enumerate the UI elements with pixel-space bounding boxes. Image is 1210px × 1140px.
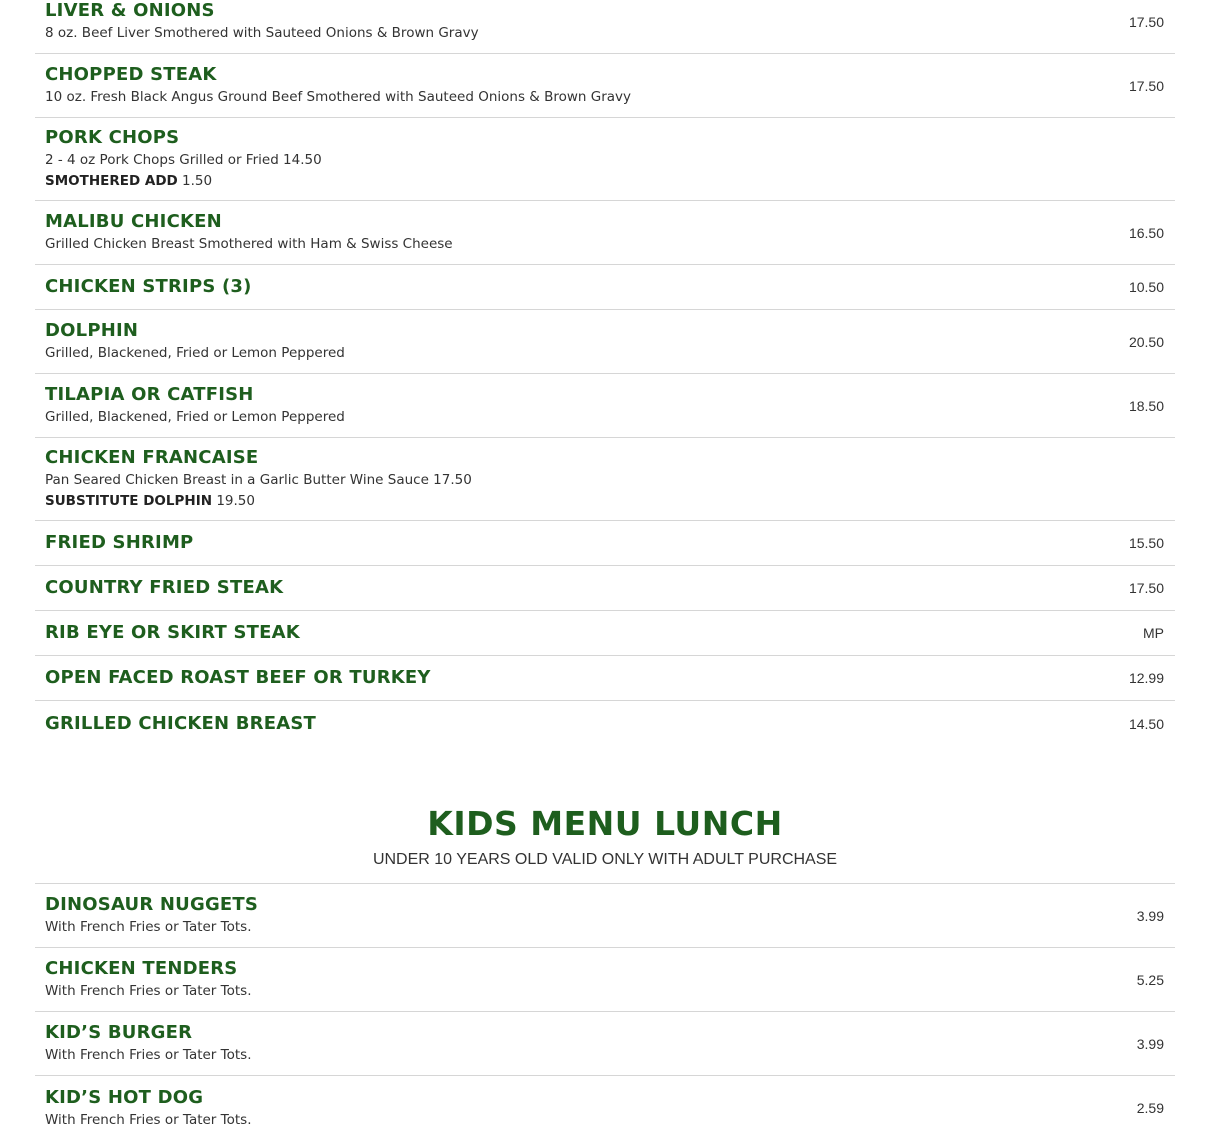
item-price: 5.25 (1136, 971, 1164, 988)
item-name: LIVER & ONIONS (45, 0, 215, 21)
item-name: CHICKEN STRIPS (3) (45, 276, 252, 297)
item-addon (45, 171, 322, 191)
menu-item-dolphin (35, 310, 1175, 374)
item-name: CHOPPED STEAK (45, 64, 217, 85)
item-price: 17.50 (1128, 77, 1164, 94)
item-price: 18.50 (1128, 397, 1164, 414)
item-name: DOLPHIN (45, 320, 139, 341)
kids-menu-subtitle: UNDER 10 YEARS OLD VALID ONLY WITH ADULT PURCHASE (372, 851, 838, 868)
addon-price: 1.50 (182, 173, 213, 189)
item-price: 3.99 (1136, 907, 1164, 924)
item-description: 8 oz. Beef Liver Smothered with Sauteed Onions & Brown Gravy (45, 25, 479, 41)
main-menu-list (35, 0, 1175, 746)
menu-item-open-faced (35, 656, 1175, 701)
item-name: GRILLED CHICKEN BREAST (45, 712, 316, 734)
item-name: MALIBU CHICKEN (45, 211, 222, 232)
kids-item-dinosaur-nuggets (35, 884, 1175, 948)
item-addon (45, 491, 472, 511)
menu-item-liver-onions (35, 0, 1175, 54)
item-name: KID’S HOT DOG (45, 1086, 204, 1108)
item-price: 10.50 (1128, 279, 1164, 295)
item-price: 14.50 (1128, 715, 1164, 732)
item-name: CHICKEN FRANCAISE (45, 447, 259, 468)
menu-item-pork-chops (35, 118, 1175, 201)
kids-item-burger (35, 1012, 1175, 1076)
item-description: With French Fries or Tater Tots. (45, 1047, 252, 1063)
kids-item-hot-dog (35, 1076, 1175, 1140)
item-name: PORK CHOPS (45, 127, 180, 148)
item-price: 15.50 (1128, 535, 1164, 551)
item-name: TILAPIA OR CATFISH (45, 384, 254, 405)
item-price: 12.99 (1128, 670, 1164, 686)
addon-price: 19.50 (216, 493, 255, 509)
item-name: KID’S BURGER (45, 1022, 193, 1043)
item-description: Grilled, Blackened, Fried or Lemon Peppered (45, 409, 345, 425)
item-description: 10 oz. Fresh Black Angus Ground Beef Smothered with Sauteed Onions & Brown Gravy (45, 89, 632, 105)
item-price: 3.99 (1136, 1035, 1164, 1052)
item-description: With French Fries or Tater Tots. (45, 983, 252, 999)
menu-item-country-fried-steak (35, 566, 1175, 611)
item-price: 17.50 (1128, 580, 1164, 596)
item-name: FRIED SHRIMP (45, 532, 194, 553)
item-price: 16.50 (1128, 224, 1164, 241)
item-description: 2 - 4 oz Pork Chops Grilled or Fried 14.50 (45, 152, 322, 168)
item-price: 17.50 (1128, 13, 1164, 30)
menu-item-rib-eye (35, 611, 1175, 656)
item-description: Grilled, Blackened, Fried or Lemon Peppered (45, 345, 345, 361)
item-name: COUNTRY FRIED STEAK (45, 577, 284, 598)
kids-item-chicken-tenders (35, 948, 1175, 1012)
menu-item-tilapia-catfish (35, 374, 1175, 438)
item-price: MP (1143, 625, 1164, 641)
item-name: DINOSAUR NUGGETS (45, 894, 259, 915)
item-description: Pan Seared Chicken Breast in a Garlic Butter Wine Sauce 17.50 (45, 472, 472, 488)
kids-menu-list (35, 883, 1175, 1140)
menu-item-chopped-steak (35, 54, 1175, 118)
menu-item-chicken-francaise (35, 438, 1175, 521)
menu-item-fried-shrimp (35, 521, 1175, 566)
item-name: OPEN FACED ROAST BEEF OR TURKEY (45, 667, 431, 688)
item-price: 20.50 (1128, 333, 1164, 350)
item-name: CHICKEN TENDERS (45, 958, 238, 979)
item-description: With French Fries or Tater Tots. (45, 919, 252, 935)
addon-label: SMOTHERED ADD (45, 173, 178, 189)
addon-label: SUBSTITUTE DOLPHIN (45, 493, 213, 509)
menu-item-malibu-chicken (35, 201, 1175, 265)
kids-menu-title: KIDS MENU LUNCH (427, 804, 783, 843)
item-description: Grilled Chicken Breast Smothered with Ham & Swiss Cheese (45, 236, 453, 252)
item-description: With French Fries or Tater Tots. (45, 1111, 252, 1128)
item-price: 2.59 (1136, 1100, 1164, 1116)
item-name: RIB EYE OR SKIRT STEAK (45, 622, 300, 643)
menu-item-chicken-strips (35, 265, 1175, 310)
menu-item-grilled-chicken-breast (35, 701, 1175, 746)
